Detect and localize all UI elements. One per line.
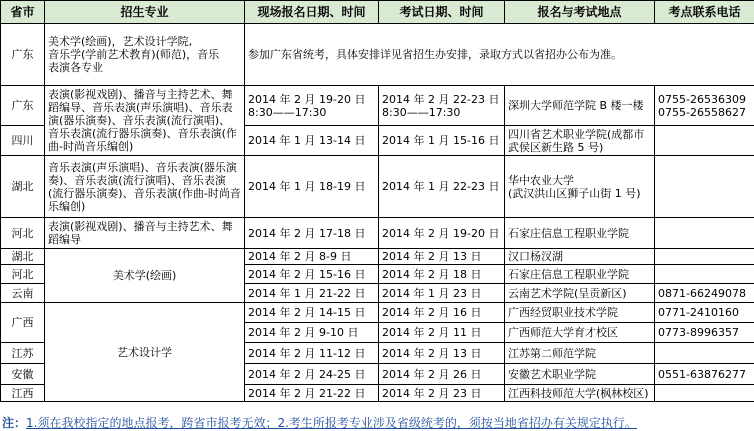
onsite-date-cell: [245, 86, 379, 126]
phone-number: 0755-26536309: [658, 93, 751, 106]
location-cell: 汉口杨汊湖: [505, 249, 655, 265]
major-cell: 表演(影视戏剧)、播音与主持艺术、舞蹈编导: [45, 218, 245, 249]
design-major-cell: 艺术设计学: [45, 303, 245, 402]
phone-cell: [655, 156, 754, 218]
exam-date-cell: 2014 年 2 月 19-20 日: [379, 218, 505, 249]
onsite-date-cell: 2014 年 1 月 21-22 日: [245, 284, 379, 303]
onsite-time: 8:30——17:30: [248, 106, 375, 119]
exam-date-cell: [379, 86, 505, 126]
province-cell: 安徽: [1, 364, 45, 385]
table-row: [1, 24, 754, 86]
onsite-date-cell: 2014 年 2 月 8-9 日: [245, 249, 379, 265]
exam-date: 2014 年 2 月 22-23 日: [382, 93, 501, 106]
phone-cell: 0871-66249078: [655, 284, 754, 303]
onsite-date: 2014 年 2 月 19-20 日: [248, 93, 375, 106]
phone-cell: 0551-63876277: [655, 364, 754, 385]
province-cell: 湖北: [1, 156, 45, 218]
location-cell: 广西师范大学育才校区: [505, 323, 655, 343]
location-cell: 江西科技师范大学(枫林校区): [505, 385, 655, 402]
province-cell: 广西: [1, 303, 45, 343]
header-phone: 考点联系电话: [655, 1, 754, 24]
phone-cell: [655, 385, 754, 402]
major-cell: 表演(影视戏剧)、播音与主持艺术、舞蹈编导、音乐表演(声乐演唱)、音乐表演(器乐演奏)、音乐表演(流行演唱)、音乐表演(流行器乐演奏)、音乐表演(作曲-时尚音乐编创): [45, 86, 245, 156]
guangdong-unified-exam-note: 参加广东省统考，具体安排详见省招生办安排，录取方式以省招办公布为准。: [245, 24, 754, 86]
art-major-cell: 美术学(绘画): [45, 249, 245, 303]
location-cell: 云南艺术学院(呈贡新区): [505, 284, 655, 303]
table-row: [1, 218, 754, 249]
phone-cell: [655, 343, 754, 364]
major-cell: [45, 24, 245, 86]
onsite-date-cell: 2014 年 2 月 24-25 日: [245, 364, 379, 385]
phone-cell: [655, 249, 754, 265]
header-row: [1, 1, 754, 24]
exam-date-cell: 2014 年 2 月 18 日: [379, 265, 505, 284]
phone-cell: [655, 86, 754, 126]
phone-cell: [655, 126, 754, 156]
province-cell: 河北: [1, 265, 45, 284]
onsite-date-cell: 2014 年 2 月 9-10 日: [245, 323, 379, 343]
exam-date-cell: 2014 年 1 月 23 日: [379, 284, 505, 303]
location-cell: 石家庄信息工程职业学院: [505, 218, 655, 249]
phone-cell: 0771-2410160: [655, 303, 754, 323]
location-line: 华中农业大学: [508, 174, 651, 187]
major-line: 美术学(绘画)，艺术设计学院,: [48, 35, 241, 48]
table-row: [1, 86, 754, 126]
province-cell: 广东: [1, 24, 45, 86]
location-cell: 安徽艺术职业学院: [505, 364, 655, 385]
major-line: 表演各专业: [48, 61, 241, 74]
province-cell: 河北: [1, 218, 45, 249]
location-cell: [505, 156, 655, 218]
header-location: 报名与考试地点: [505, 1, 655, 24]
exam-time: 8:30——17:30: [382, 106, 501, 119]
province-cell: 云南: [1, 284, 45, 303]
exam-date-cell: 2014 年 2 月 13 日: [379, 249, 505, 265]
location-cell: 石家庄信息工程职业学院: [505, 265, 655, 284]
province-cell: 江苏: [1, 343, 45, 364]
footnote-text: 1.须在我校指定的地点报考，跨省市报考无效；2.考生所报考专业涉及省级统考的，须按当地省招办有关规定执行。: [26, 416, 637, 430]
exam-date-cell: 2014 年 2 月 26 日: [379, 364, 505, 385]
major-line: 音乐学(学前艺术教育)(师范)，音乐: [48, 48, 241, 61]
exam-date-cell: 2014 年 2 月 23 日: [379, 385, 505, 402]
header-province: 省市: [1, 1, 45, 24]
location-cell: 广西经贸职业技术学院: [505, 303, 655, 323]
table-row: [1, 249, 754, 265]
province-cell: 广东: [1, 86, 45, 126]
location-line: (武汉洪山区狮子山街 1 号): [508, 187, 651, 200]
phone-cell: [655, 265, 754, 284]
exam-date-cell: 2014 年 2 月 16 日: [379, 303, 505, 323]
footnote-lead: 注：: [2, 416, 26, 430]
major-cell: 音乐表演(声乐演唱)、音乐表演(器乐演奏)、音乐表演(流行演唱)、音乐表演(流行器乐演奏)、音乐表演(作曲-时尚音乐编创): [45, 156, 245, 218]
phone-number: 0755-26558627: [658, 106, 751, 119]
footnote: [2, 414, 637, 431]
exam-date-cell: 2014 年 2 月 13 日: [379, 343, 505, 364]
onsite-date-cell: 2014 年 2 月 17-18 日: [245, 218, 379, 249]
table-row: [1, 156, 754, 218]
table-row: [1, 303, 754, 323]
header-major: 招生专业: [45, 1, 245, 24]
phone-cell: 0773-8996357: [655, 323, 754, 343]
header-onsite-date: 现场报名日期、时间: [245, 1, 379, 24]
exam-date-cell: 2014 年 2 月 11 日: [379, 323, 505, 343]
province-cell: 四川: [1, 126, 45, 156]
onsite-date-cell: 2014 年 2 月 11-12 日: [245, 343, 379, 364]
onsite-date-cell: 2014 年 2 月 14-15 日: [245, 303, 379, 323]
onsite-date-cell: 2014 年 2 月 21-22 日: [245, 385, 379, 402]
phone-cell: [655, 218, 754, 249]
onsite-date-cell: 2014 年 1 月 13-14 日: [245, 126, 379, 156]
province-cell: 湖北: [1, 249, 45, 265]
location-cell: 深圳大学师范学院 B 楼一楼: [505, 86, 655, 126]
exam-date-cell: 2014 年 1 月 15-16 日: [379, 126, 505, 156]
onsite-date-cell: 2014 年 2 月 15-16 日: [245, 265, 379, 284]
location-cell: 四川省艺术职业学院(成都市武侯区新生路 5 号): [505, 126, 655, 156]
header-exam-date: 考试日期、时间: [379, 1, 505, 24]
province-cell: 江西: [1, 385, 45, 402]
onsite-date-cell: 2014 年 1 月 18-19 日: [245, 156, 379, 218]
location-cell: 江苏第二师范学院: [505, 343, 655, 364]
exam-date-cell: 2014 年 1 月 22-23 日: [379, 156, 505, 218]
